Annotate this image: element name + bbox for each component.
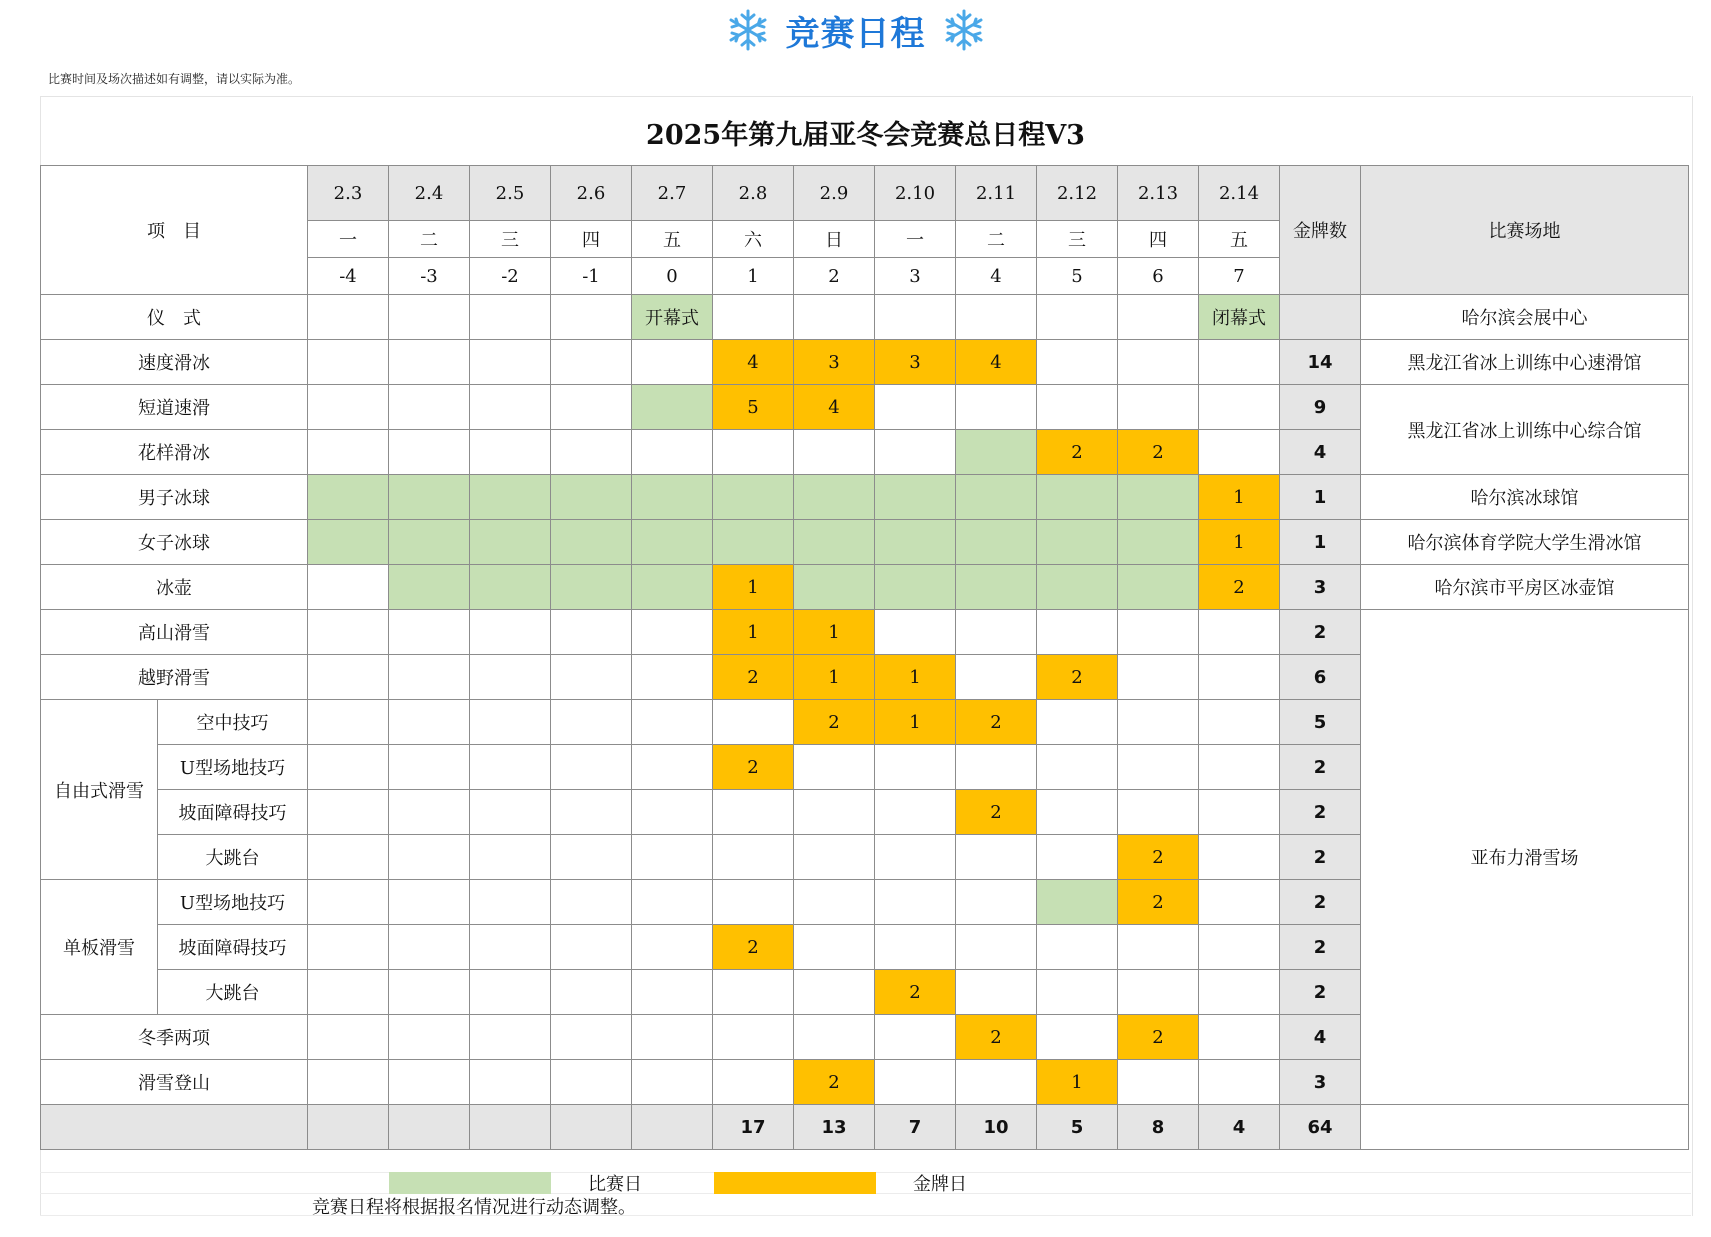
daily-total: 8	[1118, 1105, 1199, 1150]
date-cell: 2.6	[551, 166, 632, 221]
daily-total: 7	[875, 1105, 956, 1150]
medal-count: 4	[1280, 430, 1361, 475]
date-cell: 2.13	[1118, 166, 1199, 221]
competition-cell	[632, 385, 713, 430]
date-cell: 2.3	[308, 166, 389, 221]
weekday-cell: 二	[956, 221, 1037, 258]
event-name: 速度滑冰	[41, 340, 308, 385]
event-name: 滑雪登山	[41, 1060, 308, 1105]
medal-count: 4	[1280, 1015, 1361, 1060]
event-name: U型场地技巧	[158, 745, 308, 790]
gold-cell: 2	[1037, 655, 1118, 700]
event-name: 大跳台	[158, 970, 308, 1015]
schedule-title: 2025年第九届亚冬会竞赛总日程V3	[40, 96, 1691, 167]
weekday-cell: 一	[308, 221, 389, 258]
event-group: 自由式滑雪	[41, 700, 158, 880]
gold-cell: 1	[1199, 475, 1280, 520]
gold-cell: 2	[956, 1015, 1037, 1060]
event-name: 男子冰球	[41, 475, 308, 520]
gold-cell: 2	[1037, 430, 1118, 475]
daily-total: 17	[713, 1105, 794, 1150]
gold-cell: 1	[794, 655, 875, 700]
date-cell: 2.4	[389, 166, 470, 221]
medal-count: 2	[1280, 745, 1361, 790]
medals-header: 金牌数	[1280, 166, 1361, 295]
snowflake-icon	[942, 8, 986, 52]
gold-cell: 2	[713, 655, 794, 700]
medal-count: 14	[1280, 340, 1361, 385]
medal-count: 1	[1280, 520, 1361, 565]
table-row	[41, 385, 1689, 430]
legend-label-competition: 比赛日	[588, 1174, 642, 1195]
date-cell: 2.9	[794, 166, 875, 221]
day-number-cell: 0	[632, 258, 713, 295]
venue-cell: 哈尔滨冰球馆	[1361, 475, 1689, 520]
weekday-cell: 日	[794, 221, 875, 258]
gold-cell: 2	[956, 790, 1037, 835]
table-row	[41, 565, 1689, 610]
day-number-cell: 2	[794, 258, 875, 295]
gold-cell: 2	[713, 745, 794, 790]
gold-cell: 4	[956, 340, 1037, 385]
gold-cell: 1	[875, 700, 956, 745]
day-number-cell: -1	[551, 258, 632, 295]
closing-ceremony-cell: 闭幕式	[1199, 295, 1280, 340]
schedule-table	[40, 165, 1689, 1150]
legend-swatch-medal	[714, 1172, 876, 1194]
weekday-cell: 三	[470, 221, 551, 258]
event-name: 高山滑雪	[41, 610, 308, 655]
weekday-cell: 一	[875, 221, 956, 258]
event-name: 花样滑冰	[41, 430, 308, 475]
page-title: 竞赛日程	[785, 13, 926, 54]
daily-total: 5	[1037, 1105, 1118, 1150]
gold-cell: 2	[875, 970, 956, 1015]
gold-cell: 2	[1118, 430, 1199, 475]
date-cell: 2.7	[632, 166, 713, 221]
date-cell: 2.5	[470, 166, 551, 221]
totals-row	[41, 1105, 1689, 1150]
venue-header: 比赛场地	[1361, 166, 1689, 295]
table-row	[41, 295, 1689, 340]
gold-cell: 1	[1037, 1060, 1118, 1105]
venue-cell: 黑龙江省冰上训练中心综合馆	[1361, 385, 1689, 475]
day-number-cell: 5	[1037, 258, 1118, 295]
weekday-cell: 三	[1037, 221, 1118, 258]
venue-cell: 亚布力滑雪场	[1361, 610, 1689, 1105]
weekday-cell: 四	[1118, 221, 1199, 258]
daily-total: 10	[956, 1105, 1037, 1150]
weekday-cell: 四	[551, 221, 632, 258]
medal-count: 2	[1280, 880, 1361, 925]
date-cell: 2.8	[713, 166, 794, 221]
medal-count: 1	[1280, 475, 1361, 520]
gold-cell: 1	[794, 610, 875, 655]
day-number-cell: 6	[1118, 258, 1199, 295]
footnote: 竞赛日程将根据报名情况进行动态调整。	[312, 1197, 636, 1218]
gold-cell: 1	[875, 655, 956, 700]
opening-ceremony-cell: 开幕式	[632, 295, 713, 340]
table-row	[41, 475, 1689, 520]
event-name: U型场地技巧	[158, 880, 308, 925]
table-row	[41, 340, 1689, 385]
competition-cell	[1037, 880, 1118, 925]
event-name: 仪 式	[41, 295, 308, 340]
gold-cell: 4	[794, 385, 875, 430]
day-number-cell: 4	[956, 258, 1037, 295]
event-name: 短道速滑	[41, 385, 308, 430]
table-row	[41, 520, 1689, 565]
weekday-cell: 五	[632, 221, 713, 258]
event-name: 冬季两项	[41, 1015, 308, 1060]
date-cell: 2.11	[956, 166, 1037, 221]
medal-count: 6	[1280, 655, 1361, 700]
date-cell: 2.14	[1199, 166, 1280, 221]
venue-cell: 哈尔滨市平房区冰壶馆	[1361, 565, 1689, 610]
event-name: 大跳台	[158, 835, 308, 880]
legend-label-medal: 金牌日	[913, 1174, 967, 1195]
event-name: 冰壶	[41, 565, 308, 610]
event-name: 空中技巧	[158, 700, 308, 745]
day-number-cell: -4	[308, 258, 389, 295]
event-name: 越野滑雪	[41, 655, 308, 700]
medal-count: 2	[1280, 610, 1361, 655]
gold-cell: 5	[713, 385, 794, 430]
medal-count: 2	[1280, 835, 1361, 880]
gold-cell: 1	[713, 565, 794, 610]
venue-cell: 哈尔滨体育学院大学生滑冰馆	[1361, 520, 1689, 565]
venue-cell: 黑龙江省冰上训练中心速滑馆	[1361, 340, 1689, 385]
header-row-dates	[41, 166, 1689, 221]
grid-line	[40, 1215, 1691, 1216]
day-number-cell: 3	[875, 258, 956, 295]
gold-cell: 3	[875, 340, 956, 385]
medal-count: 9	[1280, 385, 1361, 430]
medal-count: 3	[1280, 1060, 1361, 1105]
daily-total: 13	[794, 1105, 875, 1150]
weekday-cell: 五	[1199, 221, 1280, 258]
gold-cell: 1	[1199, 520, 1280, 565]
weekday-cell: 六	[713, 221, 794, 258]
medal-count	[1280, 295, 1361, 340]
gold-cell: 2	[794, 1060, 875, 1105]
item-header: 项 目	[41, 166, 308, 295]
event-group: 单板滑雪	[41, 880, 158, 1015]
event-name: 女子冰球	[41, 520, 308, 565]
event-name: 坡面障碍技巧	[158, 925, 308, 970]
date-cell: 2.10	[875, 166, 956, 221]
disclaimer-note: 比赛时间及场次描述如有调整，请以实际为准。	[48, 72, 301, 86]
daily-total: 4	[1199, 1105, 1280, 1150]
medal-count: 2	[1280, 970, 1361, 1015]
gold-cell: 2	[1118, 1015, 1199, 1060]
competition-cell	[956, 430, 1037, 475]
page-header	[0, 0, 1711, 60]
weekday-cell: 二	[389, 221, 470, 258]
gold-cell: 1	[713, 610, 794, 655]
gold-cell: 2	[1199, 565, 1280, 610]
day-number-cell: 1	[713, 258, 794, 295]
gold-cell: 3	[794, 340, 875, 385]
day-number-cell: -2	[470, 258, 551, 295]
day-number-cell: -3	[389, 258, 470, 295]
venue-cell: 哈尔滨会展中心	[1361, 295, 1689, 340]
medal-count: 2	[1280, 925, 1361, 970]
date-cell: 2.12	[1037, 166, 1118, 221]
grand-total: 64	[1280, 1105, 1361, 1150]
medal-count: 2	[1280, 790, 1361, 835]
gold-cell: 2	[1118, 880, 1199, 925]
gold-cell: 2	[794, 700, 875, 745]
gold-cell: 2	[1118, 835, 1199, 880]
legend-swatch-competition	[389, 1172, 551, 1194]
medal-count: 3	[1280, 565, 1361, 610]
gold-cell: 2	[713, 925, 794, 970]
event-name: 坡面障碍技巧	[158, 790, 308, 835]
gold-cell: 4	[713, 340, 794, 385]
day-number-cell: 7	[1199, 258, 1280, 295]
gold-cell: 2	[956, 700, 1037, 745]
medal-count: 5	[1280, 700, 1361, 745]
snowflake-icon	[726, 8, 770, 52]
table-row	[41, 610, 1689, 655]
